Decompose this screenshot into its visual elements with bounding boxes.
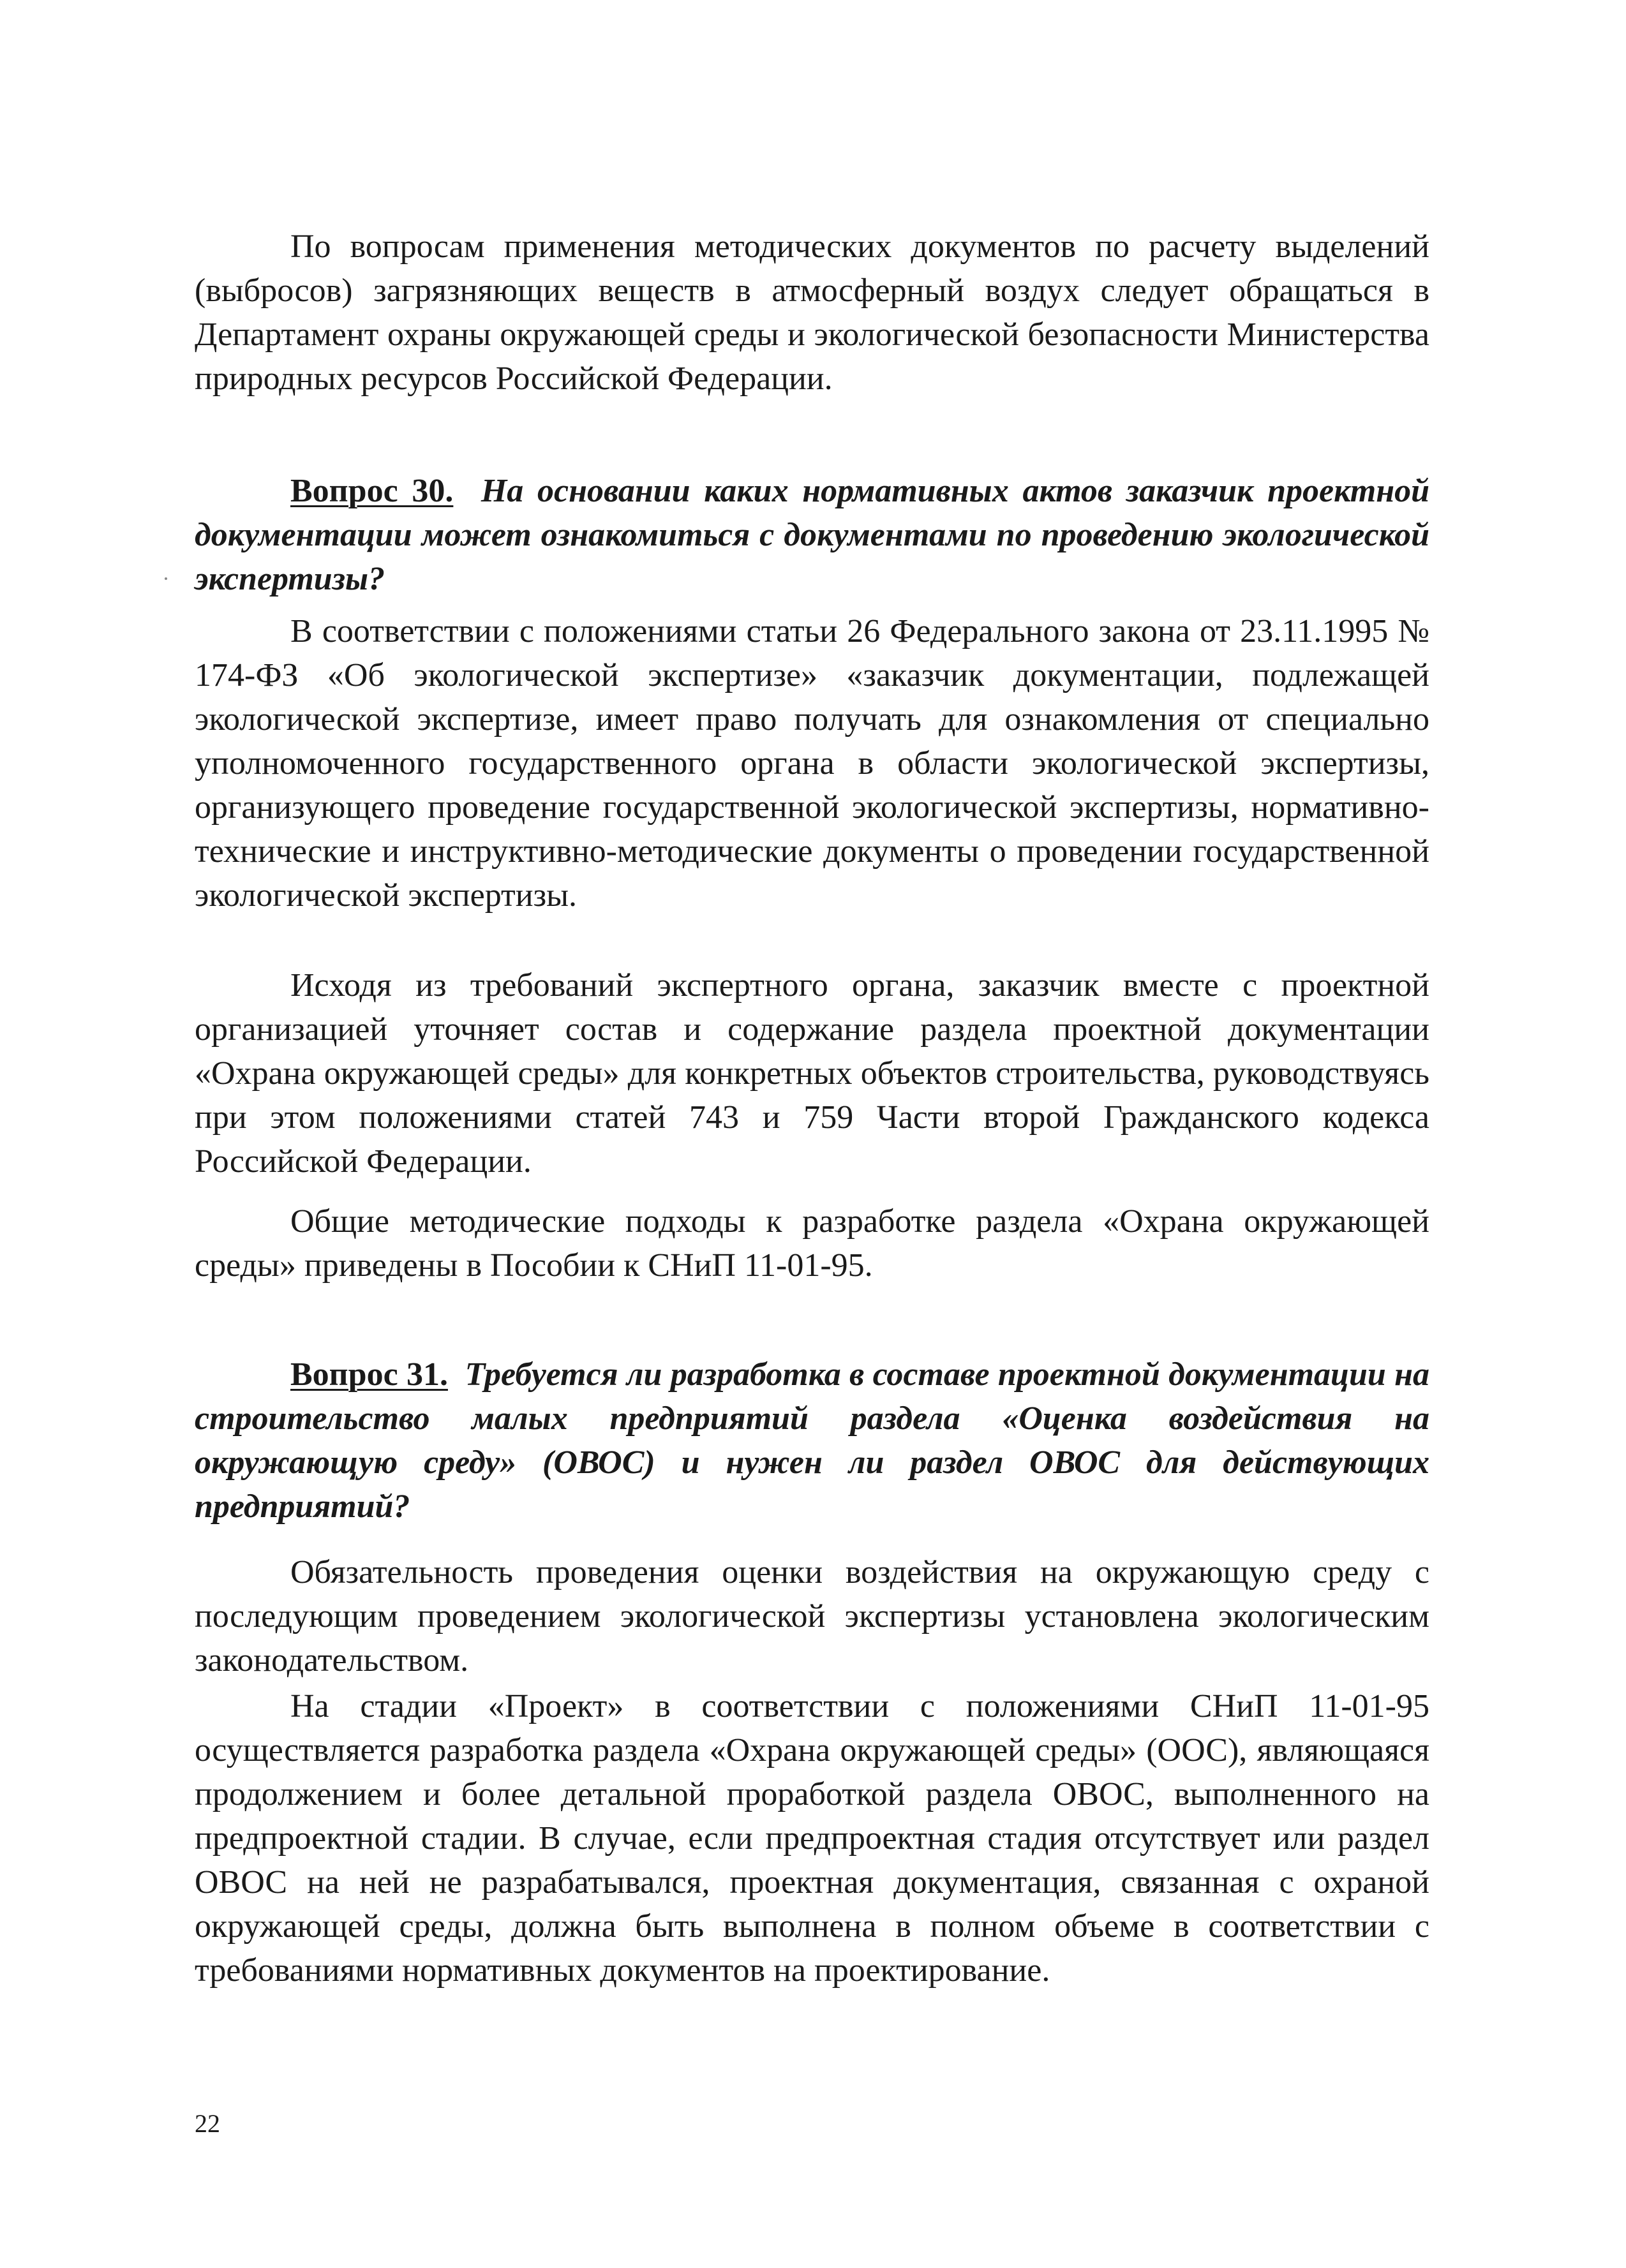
question-31-text: Требуется ли разработка в составе проектной документации на строительство малых предприятий раздела «Оценка воздействия на окружающую среду» (ОВОС) и нужен ли раздел ОВОС для действующих предприятий? xyxy=(195,1356,1429,1525)
question-30-answer-paragraph-1: В соответствии с положениями статьи 26 Федерального закона от 23.11.1995 № 174-ФЗ «Об экологической экспертизе» «заказчик документации, подлежащей экологической экспертизе, имеет право получать для ознакомления от специально уполномоченного государственного органа в области экологической экспертизы, организующего проведение государственной экологической экспертизы, нормативно-технические и инструктивно-методические документы о проведении государственной экологической экспертизы. xyxy=(195,613,1429,914)
question-30-heading xyxy=(195,469,1429,601)
question-31-answer-paragraph-1: Обязательность проведения оценки воздействия на окружающую среду с последующим проведением экологической экспертизы установлена экологическим законодательством. xyxy=(195,1554,1429,1679)
question-30-text: На основании каких нормативных актов заказчик проектной документации может ознакомиться с документами по проведению экологической экспертизы? xyxy=(195,473,1430,597)
question-30-label: Вопрос 30. xyxy=(290,473,454,509)
page-number: 22 xyxy=(195,2109,220,2138)
intro-paragraph: По вопросам применения методических документов по расчету выделений (выбросов) загрязняющих веществ в атмосферный воздух следует обращаться в Департамент охраны окружающей среды и экологической безопасности Министерства природных ресурсов Российской Федерации. xyxy=(195,228,1429,397)
question-31-answer-paragraph-2: На стадии «Проект» в соответствии с положениями СНиП 11-01-95 осуществляется разработка раздела «Охрана окружающей среды» (ООС), являющаяся продолжением и более детальной проработкой раздела ОВОС, выполненного на предпроектной стадии. В случае, если предпроектная стадия отсутствует или раздел ОВОС на ней не разрабатывался, проектная документация, связанная с охраной окружающей среды, должна быть выполнена в полном объеме в соответствии с требованиями нормативных документов на проектирование. xyxy=(195,1688,1429,1989)
question-31-heading xyxy=(195,1353,1429,1529)
question-31-label: Вопрос 31. xyxy=(290,1356,448,1393)
scan-dot xyxy=(165,577,167,580)
question-30-answer-paragraph-3: Общие методические подходы к разработке раздела «Охрана окружающей среды» приведены в Пособии к СНиП 11-01-95. xyxy=(195,1203,1429,1284)
question-30-answer-paragraph-2: Исходя из требований экспертного органа, заказчик вместе с проектной организацией уточняет состав и содержание раздела проектной документации «Охрана окружающей среды» для конкретных объектов строительства, руководствуясь при этом положениями статей 743 и 759 Части второй Гражданского кодекса Российской Федерации. xyxy=(195,967,1429,1180)
